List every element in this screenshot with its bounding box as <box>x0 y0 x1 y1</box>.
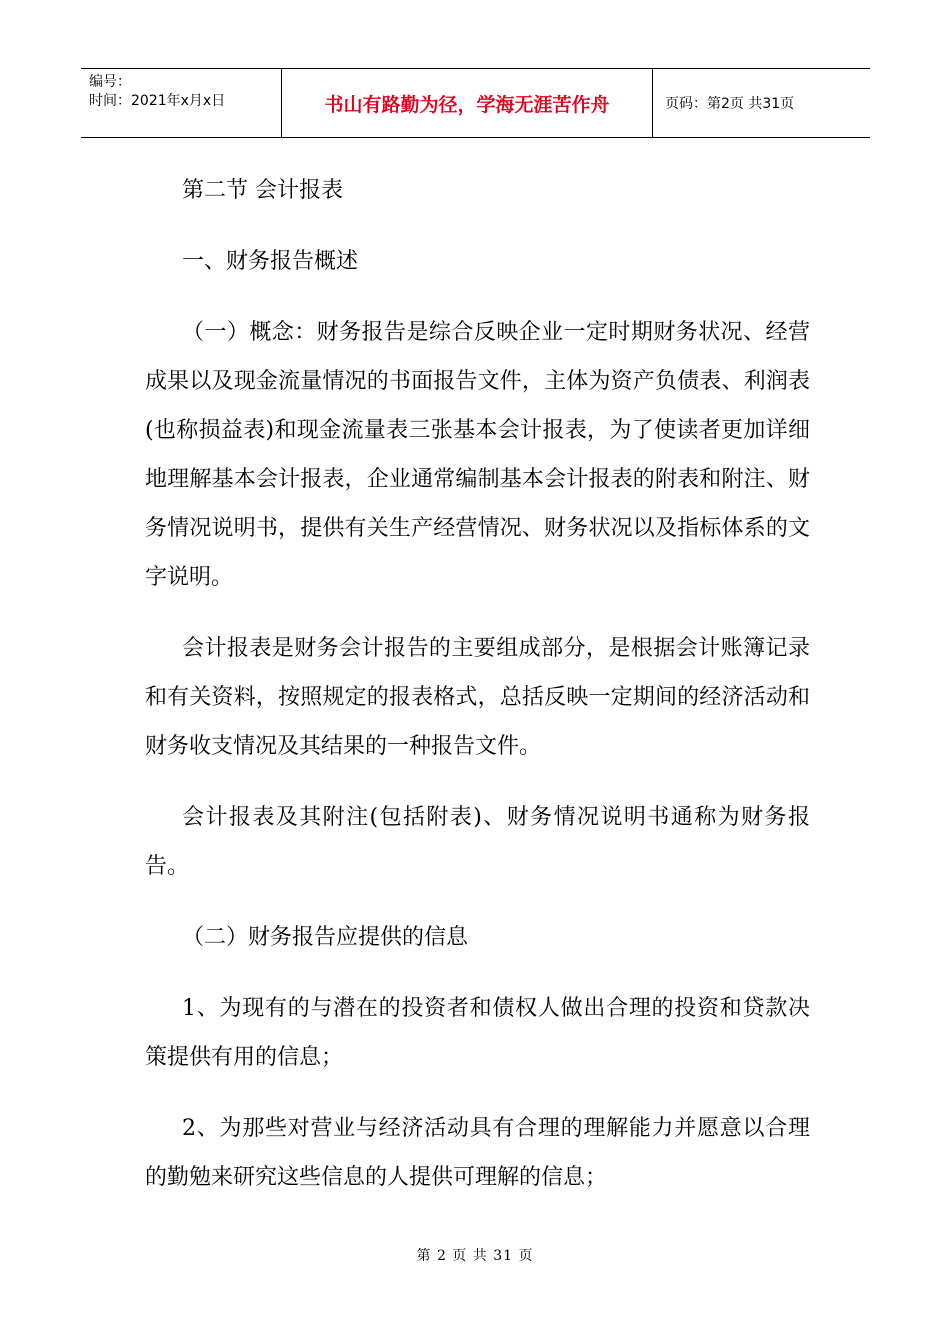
page-header <box>81 68 870 138</box>
paragraph: （一）概念：财务报告是综合反映企业一定时期财务状况、经营成果以及现金流量情况的书面报告文件，主体为资产负债表、利润表(也称损益表)和现金流量表三张基本会计报表，为了使读者更加详细地理解基本会计报表，企业通常编制基本会计报表的附表和附注、财务情况说明书，提供有关生产经营情况、财务状况以及指标体系的文字说明。 <box>145 320 810 590</box>
paragraph: 会计报表及其附注(包括附表)、财务情况说明书通称为财务报告。 <box>145 805 810 879</box>
header-meta <box>81 69 282 137</box>
header-page-info: 页码：第2页 共31页 <box>665 96 795 112</box>
header-motto: 书山有路勤为径，学海无涯苦作舟 <box>282 69 653 137</box>
list-item: 2、为那些对营业与经济活动具有合理的理解能力并愿意以合理的勤勉来研究这些信息的人提供可理解的信息； <box>145 1116 810 1190</box>
section-title: 第二节 会计报表 <box>182 178 343 203</box>
list-item: 1、为现有的与潜在的投资者和债权人做出合理的投资和贷款决策提供有用的信息； <box>145 996 810 1070</box>
document-code-label: 编号： <box>89 74 131 90</box>
page-footer: 第 2 页 共 31 页 <box>416 1248 534 1264</box>
document-body <box>145 166 810 1202</box>
document-date: 时间：2021年x月x日 <box>89 93 226 109</box>
subsection-title: 一、财务报告概述 <box>182 249 359 274</box>
subsection-title: （二）财务报告应提供的信息 <box>182 925 469 950</box>
paragraph: 会计报表是财务会计报告的主要组成部分，是根据会计账簿记录和有关资料，按照规定的报表格式，总括反映一定期间的经济活动和财务收支情况及其结果的一种报告文件。 <box>145 636 810 759</box>
